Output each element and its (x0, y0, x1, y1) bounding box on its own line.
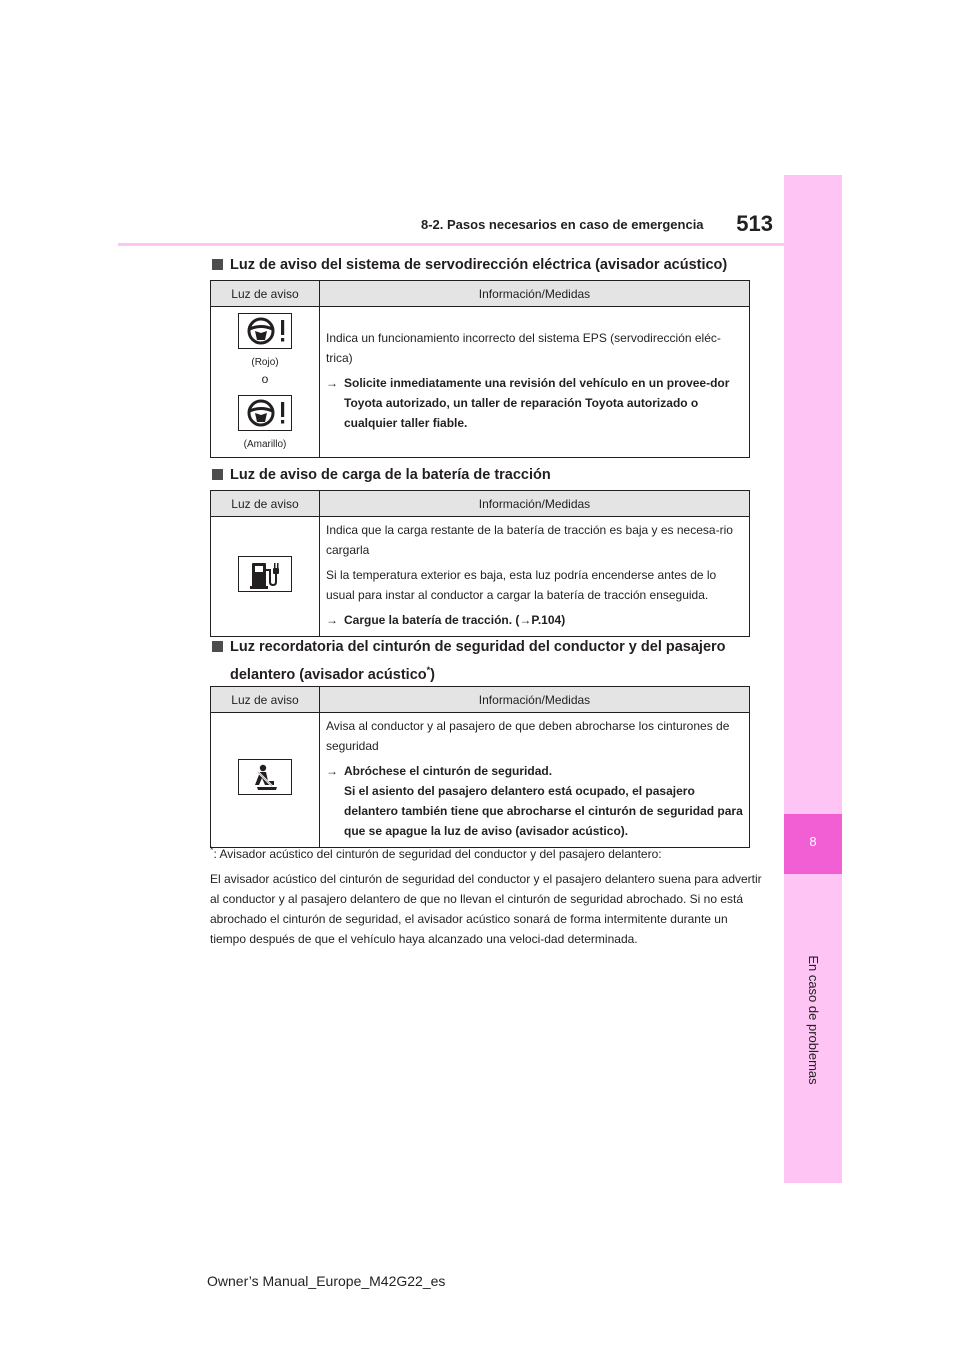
info-cell (320, 307, 750, 458)
col-header-light: Luz de aviso (211, 491, 320, 517)
square-bullet-icon (212, 259, 223, 270)
seatbelt-reminder-icon (238, 759, 292, 795)
arrow-icon: → (326, 376, 338, 390)
heading-traction-battery: Luz de aviso de carga de la batería de tracción (210, 463, 551, 487)
heading-eps-warning: Luz de aviso del sistema de servodirección eléctrica (avisador acústico) (210, 253, 727, 277)
square-bullet-icon (212, 641, 223, 652)
footer-manual-id: Owner’s Manual_Europe_M42G22_es (207, 1273, 446, 1289)
col-header-info: Información/Medidas (320, 281, 750, 307)
action-text: → Cargue la batería de tracción. (→P.104) (326, 610, 745, 630)
table-row (211, 517, 750, 637)
table-row (211, 713, 750, 848)
heading-continuation: delantero (avisador acústico*) (230, 665, 435, 683)
col-header-light: Luz de aviso (211, 687, 320, 713)
action-text: → Abróchese el cinturón de seguridad. Si el asiento del pasajero delantero está ocupado, el pasajero delantero también tiene que abrocharse el cinturón de seguridad para que se apague la luz de aviso (avisador acústico). (326, 761, 745, 841)
steering-wheel-warning-icon (238, 395, 292, 431)
info-text: Indica que la carga restante de la batería de tracción es baja y es necesa-rio cargarla (326, 523, 733, 557)
footnote-mark: * (210, 845, 214, 855)
caption-red: (Rojo) (251, 356, 279, 368)
info-cell (320, 713, 750, 848)
page-number: 513 (736, 211, 773, 236)
info-text: Avisa al conductor y al pasajero de que deben abrocharse los cinturones de seguridad (326, 719, 730, 753)
warning-light-cell (211, 517, 320, 637)
info-text-2: Si la temperatura exterior es baja, esta luz podría encenderse antes de lo usual para instar al conductor a cargar la batería de tracción enseguida. (326, 568, 717, 602)
chapter-number: 8 (809, 834, 817, 849)
action-text: → Solicite inmediatamente una revisión del vehículo en un provee-dor Toyota autorizado, un taller de reparación Toyota autorizado o cualquier taller fiable. (326, 373, 745, 433)
table-row (211, 307, 750, 458)
arrow-icon: → (326, 764, 338, 778)
or-label: o (261, 371, 269, 386)
steering-wheel-warning-icon (238, 313, 292, 349)
heading-seatbelt-reminder: Luz recordatoria del cinturón de seguridad del conductor y del pasajero delantero (avisador acústico*) (210, 635, 726, 687)
footnote (210, 845, 770, 863)
footnote-text: : Avisador acústico del cinturón de seguridad del conductor y del pasajero delantero: (213, 847, 662, 861)
ev-charging-plug-icon (238, 556, 292, 592)
table-header-row (211, 687, 750, 713)
square-bullet-icon (212, 469, 223, 480)
body-paragraph: El avisador acústico del cinturón de seguridad del conductor y el pasajero delantero suena para advertir al conductor y al pasajero delantero de que no llevan el cinturón de seguridad abrochado. Si no está abrochado el cinturón de seguridad, el avisador acústico sonará de forma intermitente durante un tiempo después de que el vehículo haya alcanzado una veloci-dad determinada. (210, 872, 762, 946)
info-cell (320, 517, 750, 637)
table-header-row (211, 491, 750, 517)
section-title: 8-2. Pasos necesarios en caso de emergencia (421, 217, 704, 232)
warning-light-cell (211, 307, 320, 458)
table-seatbelt-reminder (210, 686, 750, 848)
table-eps-warning (210, 280, 750, 458)
arrow-icon: → (326, 613, 338, 627)
chapter-title: En caso de problemas (806, 955, 821, 1085)
table-header-row (211, 281, 750, 307)
col-header-light: Luz de aviso (211, 281, 320, 307)
caption-yellow: (Amarillo) (243, 438, 287, 450)
col-header-info: Información/Medidas (320, 491, 750, 517)
info-text: Indica un funcionamiento incorrecto del sistema EPS (servodirección eléc-trica) (326, 331, 721, 365)
table-traction-battery (210, 490, 750, 637)
header-rule (118, 243, 842, 246)
warning-light-cell (211, 713, 320, 848)
col-header-info: Información/Medidas (320, 687, 750, 713)
